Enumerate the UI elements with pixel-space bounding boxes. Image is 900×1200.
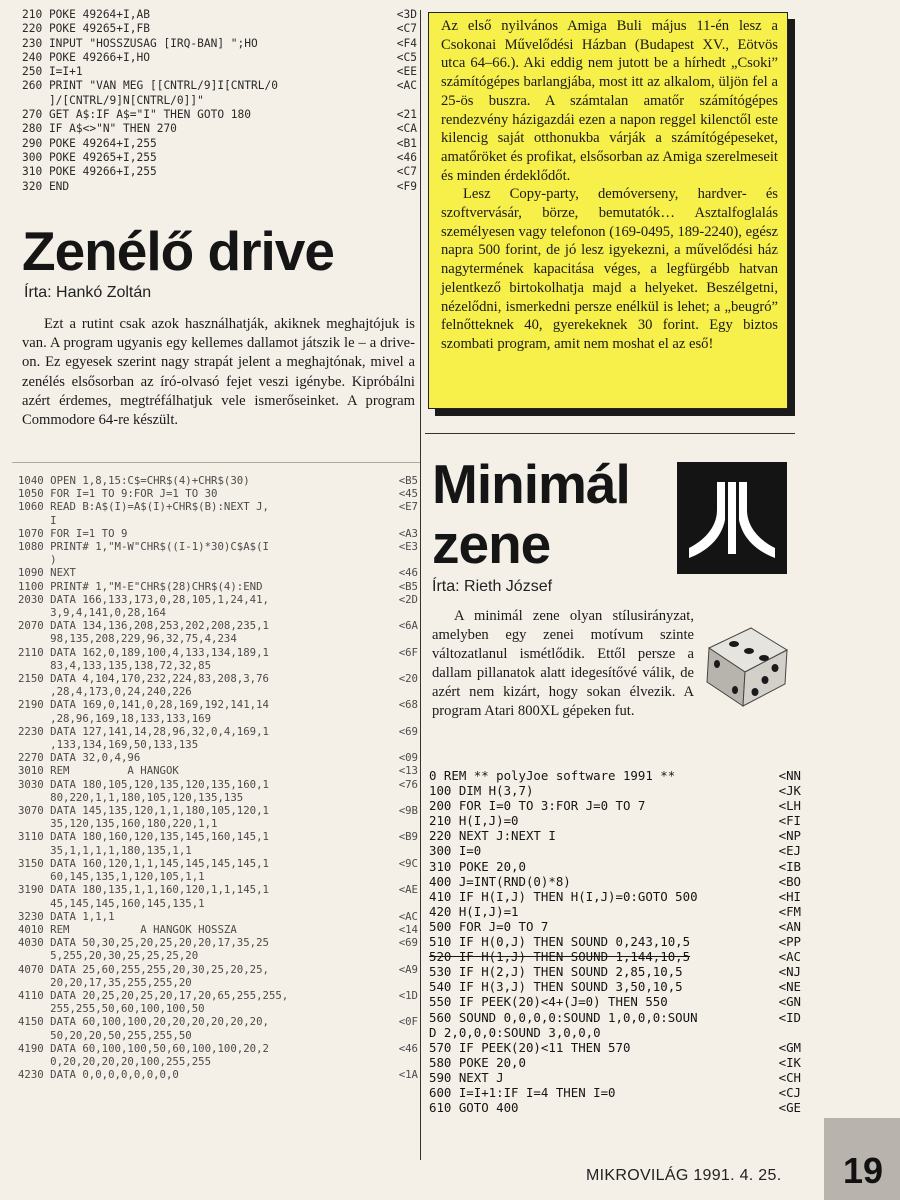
checksum: <46 [398, 1041, 418, 1055]
code-text: 3150 DATA 160,120,1,1,145,145,145,145,1 [18, 856, 269, 870]
checksum: <1A [398, 1068, 418, 1082]
code-text: 200 FOR I=0 TO 3:FOR J=0 TO 7 [429, 798, 646, 814]
code-text: 2230 DATA 127,141,14,28,96,32,0,4,169,1 [18, 724, 269, 738]
code-text: ,28,4,173,0,24,240,226 [18, 685, 192, 699]
checksum: <C7 [396, 165, 417, 179]
code-text: 1090 NEXT [18, 566, 76, 580]
checksum: <GE [778, 1100, 801, 1116]
code-text: 290 POKE 49264+I,255 [22, 136, 157, 150]
code-line [18, 976, 418, 989]
code-line [429, 859, 801, 874]
checksum: <46 [396, 150, 417, 164]
code-line [429, 798, 801, 813]
code-text: 1040 OPEN 1,8,15:C$=CHR$(4)+CHR$(30) [18, 474, 250, 487]
checksum: <ID [778, 1009, 801, 1025]
checksum: <1D [398, 988, 418, 1002]
checksum: <09 [398, 751, 418, 765]
code-line [429, 919, 801, 934]
code-line [22, 94, 417, 108]
code-line [18, 963, 418, 976]
code-line [18, 685, 418, 698]
checksum: <69 [398, 936, 418, 950]
code-line [18, 857, 418, 870]
code-text: 220 NEXT J:NEXT I [429, 828, 556, 844]
code-text: 500 FOR J=0 TO 7 [429, 918, 549, 934]
checksum: <BO [778, 873, 801, 889]
code-text: 3010 REM A HANGOK [18, 764, 179, 778]
sidebar-paragraph: Lesz Copy-party, demóverseny, hardver- és szoftvervásár, börze, bemutatók… Asztalfoglalás személyesen vagy telefonon (169-0495, 189-2240), egész napra 500 forint, de jó lesz igyekezni, a művelődési ház nagytermének kapacitása véges, a legfürgébb hatvan jelentkező birtokolhatja majd a helyeket. Beszélgetni, nézelődni, ismerkedni persze enélkül is lehet; a „beugró” felnőtteknek 40, gyerekeknek 30 forint. Egy biztos szombati program, amit nem moshat el az eső! [441, 186, 778, 352]
code-text: 530 IF H(2,J) THEN SOUND 2,85,10,5 [429, 964, 683, 980]
code-text: 0 REM ** polyJoe software 1991 ** [429, 768, 676, 783]
checksum: <68 [398, 698, 418, 712]
checksum: <FM [778, 903, 801, 919]
checksum: <NJ [778, 964, 801, 980]
listing-minimal-zene [429, 768, 801, 1115]
code-text: 400 J=INT(RND(0)*8) [429, 873, 571, 889]
code-line [18, 1068, 418, 1081]
code-line [18, 553, 418, 566]
code-text: 1070 FOR I=1 TO 9 [18, 526, 128, 540]
code-text: 1080 PRINT# 1,"M-W"CHR$((I-1)*30)C$A$(I [18, 540, 269, 554]
code-line [429, 979, 801, 994]
code-line [18, 764, 418, 777]
checksum: <NE [778, 979, 801, 995]
code-line [18, 632, 418, 645]
code-text: 50,20,20,50,255,255,50 [18, 1028, 192, 1042]
code-text: 280 IF A$<>"N" THEN 270 [22, 122, 177, 136]
code-text: 580 POKE 20,0 [429, 1054, 526, 1070]
checksum: <2D [398, 592, 418, 606]
checksum: <0F [398, 1015, 418, 1029]
listing-zenelo-drive [18, 474, 418, 1081]
code-line [429, 1070, 801, 1085]
code-line [18, 936, 418, 949]
checksum: <C7 [396, 22, 417, 36]
code-text: 270 GET A$:IF A$="I" THEN GOTO 180 [22, 108, 252, 122]
code-line [18, 923, 418, 936]
code-text: 260 PRINT "VAN MEG [[CNTRL/9]I[CNTRL/0 [22, 79, 278, 93]
code-text: 410 IF H(I,J) THEN H(I,J)=0:GOTO 500 [429, 888, 698, 904]
code-line [18, 500, 418, 513]
page-number: 19 [843, 1150, 884, 1191]
code-text: 570 IF PEEK(20)<11 THEN 570 [429, 1039, 631, 1055]
code-text: 4030 DATA 50,30,25,20,25,20,20,17,35,25 [18, 936, 269, 950]
code-text: 35,120,135,160,180,220,1,1 [18, 817, 218, 831]
code-line [429, 964, 801, 979]
checksum: <CJ [778, 1084, 801, 1100]
code-line [18, 619, 418, 632]
code-line [429, 843, 801, 858]
code-text: 4010 REM A HANGOK HOSSZA [18, 922, 237, 936]
code-line [18, 606, 418, 619]
code-line [18, 1029, 418, 1042]
sidebar-paragraph: Az első nyilvános Amiga Buli május 11-én lesz a Csokonai Művelődési Házban (Budapest XV., Eötvös utca 64–66.). Aki eddig nem jutott be a hírhedt „Csoki” számítógépes barlangjába, most itt az alkalom, üljön fel a 25-ös buszra. A számtalan amatőr számítógépes rendezvény házigazdái ezen a napon reggel kilenctől este kilencig saját otthonukba várják a számítógépeseket, amatőröket és profikat, elsősorban az Amiga szerelmeseit és minden érdeklődőt. [441, 18, 778, 184]
code-line [429, 904, 801, 919]
checksum: <EE [396, 65, 417, 79]
code-text: 310 POKE 49266+I,255 [22, 165, 157, 179]
code-line [18, 580, 418, 593]
code-line [22, 180, 417, 194]
article1-title: Zenélő drive [22, 220, 334, 282]
code-line [18, 540, 418, 553]
code-line [18, 751, 418, 764]
checksum: <B5 [398, 474, 418, 487]
code-line [429, 1055, 801, 1070]
checksum: <45 [398, 487, 418, 501]
code-line [22, 51, 417, 65]
checksum: <PP [778, 934, 801, 950]
checksum: <20 [398, 672, 418, 686]
code-text: 100 DIM H(3,7) [429, 783, 534, 799]
checksum: <46 [398, 566, 418, 580]
dice-icon [703, 620, 791, 710]
checksum: <C5 [396, 50, 417, 64]
code-line [18, 725, 418, 738]
code-text: 98,135,208,229,96,32,75,4,234 [18, 632, 237, 646]
code-line [18, 910, 418, 923]
code-text: 1060 READ B:A$(I)=A$(I)+CHR$(B):NEXT J, [18, 500, 269, 514]
checksum: <IK [778, 1054, 801, 1070]
code-text: 5,255,20,30,25,25,25,20 [18, 949, 199, 963]
checksum: <B5 [398, 579, 418, 593]
checksum: <76 [398, 777, 418, 791]
divider [12, 462, 420, 463]
checksum: <6F [398, 645, 418, 659]
code-text: 1100 PRINT# 1,"M-E"CHR$(28)CHR$(4):END [18, 579, 263, 593]
checksum: <JK [778, 783, 801, 799]
code-text: 300 I=0 [429, 843, 482, 859]
article1-body: Ezt a rutint csak azok használhatják, akiknek meghajtójuk is van. A program ugyanis egy kellemes dallamot játszik le – a drive-on. Ez egyesek szerint nagy strapát jelent a meghajtónak, mivel a zenélés elsősorban az író-olvasó fejet veszi igénybe. Kipróbálni azért érdemes, megtréfálhatjuk vele ismerőseinket. A program Commodore 64-re készült. [22, 316, 415, 429]
code-text: ,133,134,169,50,133,135 [18, 738, 199, 752]
code-text: ]/[CNTRL/9]N[CNTRL/0]]" [22, 93, 204, 107]
code-line [18, 883, 418, 896]
code-line [22, 79, 417, 93]
code-text: D 2,0,0,0:SOUND 3,0,0,0 [429, 1024, 601, 1040]
code-line [18, 593, 418, 606]
code-text: 3070 DATA 145,135,120,1,1,180,105,120,1 [18, 804, 269, 818]
code-line [429, 1010, 801, 1025]
code-text: 560 SOUND 0,0,0,0:SOUND 1,0,0,0:SOUN [429, 1009, 698, 1025]
code-line [18, 1042, 418, 1055]
code-line [18, 897, 418, 910]
checksum: <CA [396, 122, 417, 136]
code-line [429, 828, 801, 843]
code-text: 255,255,50,60,100,100,50 [18, 1002, 205, 1016]
code-line [18, 566, 418, 579]
article2-title-line1: Minimál [432, 453, 630, 515]
code-line [18, 870, 418, 883]
atari-logo-icon [677, 462, 787, 574]
code-text: 2070 DATA 134,136,208,253,202,208,235,1 [18, 619, 269, 633]
code-text: 240 POKE 49266+I,HO [22, 50, 150, 64]
code-text: 540 IF H(3,J) THEN SOUND 3,50,10,5 [429, 979, 683, 995]
code-text: 310 POKE 20,0 [429, 858, 526, 874]
checksum: <B1 [396, 136, 417, 150]
sidebar-box [428, 12, 788, 409]
code-text: ) [18, 553, 57, 567]
checksum: <E7 [398, 500, 418, 514]
code-text: 3030 DATA 180,105,120,135,120,135,160,1 [18, 777, 269, 791]
code-line [429, 994, 801, 1009]
checksum: <9C [398, 856, 418, 870]
code-text: 35,1,1,1,1,180,135,1,1 [18, 843, 192, 857]
code-line [18, 738, 418, 751]
code-line [18, 830, 418, 843]
code-text: 250 I=I+1 [22, 65, 83, 79]
checksum: <F4 [396, 36, 417, 50]
code-line [429, 874, 801, 889]
code-text: 83,4,133,135,138,72,32,85 [18, 658, 212, 672]
code-text: 0,20,20,20,20,100,255,255 [18, 1054, 212, 1068]
code-line [429, 1085, 801, 1100]
code-text: 2030 DATA 166,133,173,0,28,105,1,24,41, [18, 592, 269, 606]
code-text: 420 H(I,J)=1 [429, 903, 519, 919]
code-text: I [18, 513, 57, 527]
code-line [429, 949, 801, 964]
code-text: 4110 DATA 20,25,20,25,20,17,20,65,255,255, [18, 988, 289, 1002]
code-line [429, 934, 801, 949]
article1-author: Írta: Hankó Zoltán [24, 284, 152, 301]
code-line [18, 659, 418, 672]
code-text: 600 I=I+1:IF I=4 THEN I=0 [429, 1084, 616, 1100]
checksum: <13 [398, 764, 418, 778]
article2-body: A minimál zene olyan stílusirányzat, amelyben egy zenei motívum szinte változatlanul ismétlődik. Ettől persze a dallam pillanatok alatt idegesítővé válik, de azért nem kizárt, hogy sokan élvezik. A program Atari 800XL gépeken fut. [432, 608, 694, 719]
code-text: 2270 DATA 32,0,4,96 [18, 751, 141, 765]
code-text: 20,20,17,35,255,255,20 [18, 975, 192, 989]
listing-top [22, 8, 417, 194]
code-text: 320 END [22, 179, 70, 193]
code-text: 3230 DATA 1,1,1 [18, 909, 115, 923]
code-line [429, 813, 801, 828]
code-line [18, 804, 418, 817]
code-line [22, 37, 417, 51]
code-text: 230 INPUT "HOSSZUSAG [IRQ-BAN] ";HO [22, 36, 258, 50]
code-line [18, 844, 418, 857]
checksum: <14 [398, 922, 418, 936]
checksum: <21 [396, 108, 417, 122]
article2-author: Írta: Rieth József [432, 578, 553, 595]
code-text: 2190 DATA 169,0,141,0,28,169,192,141,14 [18, 698, 269, 712]
checksum: <LH [778, 798, 801, 814]
checksum: <E3 [398, 540, 418, 554]
code-line [429, 783, 801, 798]
code-text: 610 GOTO 400 [429, 1100, 519, 1116]
code-text: 2150 DATA 4,104,170,232,224,83,208,3,76 [18, 672, 269, 686]
article2-title-line2: zene [432, 513, 551, 575]
code-line [429, 1025, 801, 1040]
code-text: 4230 DATA 0,0,0,0,0,0,0,0 [18, 1068, 179, 1082]
code-line [18, 474, 418, 487]
code-line [22, 8, 417, 22]
code-line [429, 1100, 801, 1115]
code-line [18, 672, 418, 685]
column-rule [420, 10, 421, 1160]
code-line [22, 122, 417, 136]
checksum: <A3 [398, 526, 418, 540]
code-line [18, 527, 418, 540]
code-line [22, 22, 417, 36]
code-text: 590 NEXT J [429, 1069, 504, 1085]
code-text: ,28,96,169,18,133,133,169 [18, 711, 212, 725]
checksum: <69 [398, 724, 418, 738]
code-text: 550 IF PEEK(20)<4+(J=0) THEN 550 [429, 994, 668, 1010]
checksum: <EJ [778, 843, 801, 859]
code-line [18, 646, 418, 659]
code-line [429, 768, 801, 783]
code-text: 2110 DATA 162,0,189,100,4,133,134,189,1 [18, 645, 269, 659]
code-line [18, 1002, 418, 1015]
code-line [18, 1055, 418, 1068]
code-text: 1050 FOR I=1 TO 9:FOR J=1 TO 30 [18, 487, 218, 501]
checksum: <F9 [396, 179, 417, 193]
code-line [18, 791, 418, 804]
checksum: <AC [398, 909, 418, 923]
article2-title [432, 454, 672, 574]
divider [425, 433, 795, 434]
code-text: 4070 DATA 25,60,255,255,20,30,25,20,25, [18, 962, 269, 976]
code-text: 4190 DATA 60,100,100,50,60,100,100,20,2 [18, 1041, 269, 1055]
code-text: 210 POKE 49264+I,AB [22, 8, 150, 21]
code-line [18, 712, 418, 725]
checksum: <A9 [398, 962, 418, 976]
checksum: <6A [398, 619, 418, 633]
checksum: <AC [778, 949, 801, 965]
code-line [429, 1040, 801, 1055]
checksum: <B9 [398, 830, 418, 844]
footer-magazine: MIKROVILÁG 1991. 4. 25. [586, 1167, 782, 1184]
checksum: <HI [778, 888, 801, 904]
code-line [18, 949, 418, 962]
checksum: <9B [398, 804, 418, 818]
code-line [18, 1015, 418, 1028]
code-line [22, 108, 417, 122]
code-line [18, 989, 418, 1002]
checksum: <GN [778, 994, 801, 1010]
code-text: 220 POKE 49265+I,FB [22, 22, 150, 36]
checksum: <AE [398, 883, 418, 897]
checksum: <CH [778, 1069, 801, 1085]
checksum: <AC [396, 79, 417, 93]
code-line [22, 151, 417, 165]
code-text: 3,9,4,141,0,28,164 [18, 606, 166, 620]
code-text: 210 H(I,J)=0 [429, 813, 519, 829]
code-text: 520 IF H(1,J) THEN SOUND 1,144,10,5 [429, 949, 691, 965]
checksum: <NN [778, 768, 801, 783]
code-line [429, 889, 801, 904]
code-text: 45,145,145,160,145,135,1 [18, 896, 205, 910]
code-text: 80,220,1,1,180,105,120,135,135 [18, 790, 244, 804]
code-line [22, 65, 417, 79]
code-line [18, 778, 418, 791]
checksum: <IB [778, 858, 801, 874]
code-text: 3190 DATA 180,135,1,1,160,120,1,1,145,1 [18, 883, 269, 897]
code-line [22, 137, 417, 151]
code-text: 3110 DATA 180,160,120,135,145,160,145,1 [18, 830, 269, 844]
checksum: <GM [778, 1039, 801, 1055]
code-line [18, 817, 418, 830]
code-text: 510 IF H(0,J) THEN SOUND 0,243,10,5 [429, 934, 691, 950]
code-line [18, 487, 418, 500]
code-text: 4150 DATA 60,100,100,20,20,20,20,20,20, [18, 1015, 269, 1029]
code-line [18, 698, 418, 711]
checksum: <FI [778, 813, 801, 829]
code-text: 60,145,135,1,120,105,1,1 [18, 870, 205, 884]
checksum: <NP [778, 828, 801, 844]
code-line [22, 165, 417, 179]
checksum: <AN [778, 918, 801, 934]
checksum: <3D [396, 8, 417, 21]
code-text: 300 POKE 49265+I,255 [22, 150, 157, 164]
code-line [18, 514, 418, 527]
